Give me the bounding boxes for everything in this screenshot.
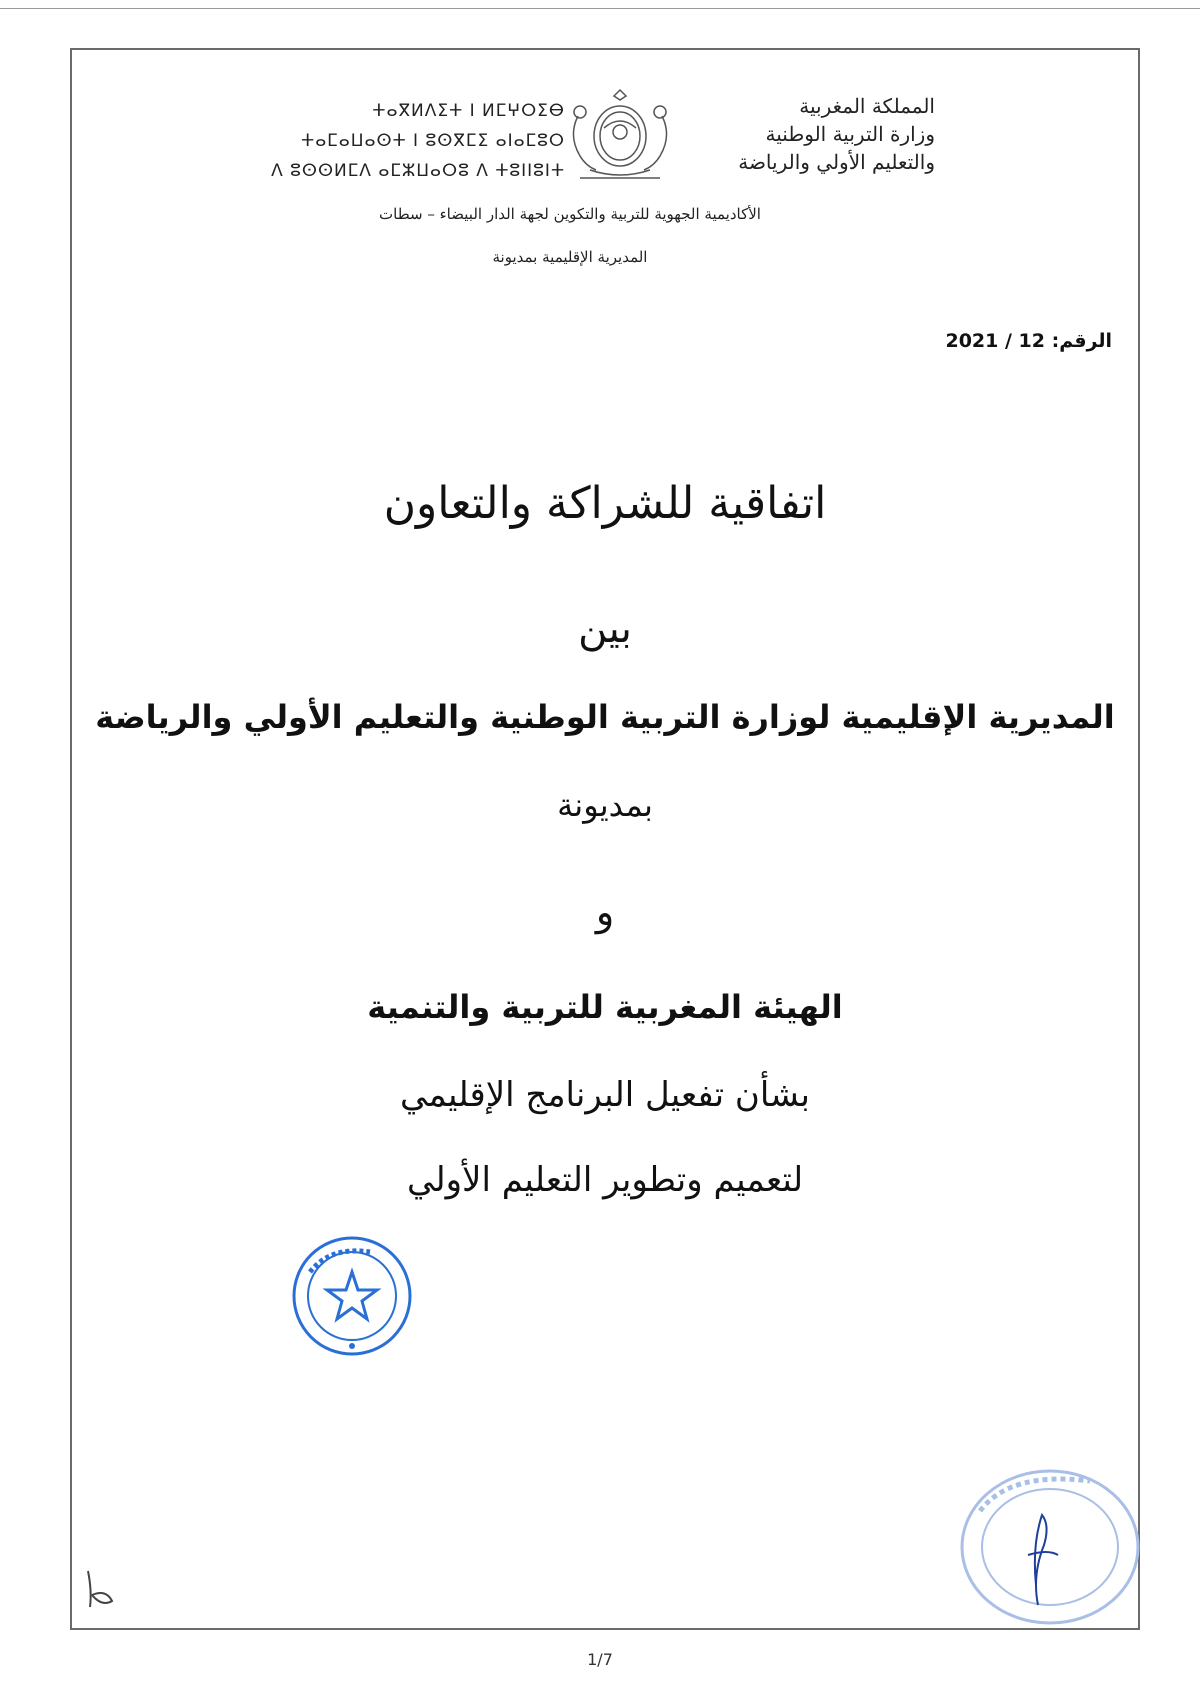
header-tifinagh — [235, 96, 565, 186]
subject-line-1: بشأن تفعيل البرنامج الإقليمي — [399, 1075, 811, 1115]
page-number: 1/7 — [587, 1650, 613, 1669]
scan-top-edge — [0, 8, 1200, 9]
header-arabic-line-1: المملكة المغربية — [799, 94, 935, 118]
and-word: و — [595, 890, 615, 934]
header-tifinagh-line-3: ⴷ ⵓⵙⵙⵍⵎⴷ ⴰⵎⵣⵡⴰⵔⵓ ⴷ ⵜⵓⵏⵏⵓⵏⵜ — [271, 161, 565, 181]
party-one-city: بمديونة — [557, 786, 653, 824]
party-one: المديرية الإقليمية لوزارة التربية الوطنية والتعليم الأولي والرياضة — [95, 698, 1115, 736]
header-arabic — [675, 92, 935, 176]
reference-number — [945, 330, 1112, 352]
subject-line-2: لتعميم وتطوير التعليم الأولي — [406, 1160, 804, 1200]
document-title: اتفاقية للشراكة والتعاون — [383, 478, 827, 529]
academy-name: الأكاديمية الجهوية للتربية والتكوين لجهة الدار البيضاء – سطات — [379, 205, 761, 223]
royal-emblem-icon — [560, 86, 680, 186]
party-two: الهيئة المغربية للتربية والتنمية — [367, 988, 843, 1026]
official-stamp-signature-icon — [950, 1465, 1145, 1630]
header-tifinagh-line-2: ⵜⴰⵎⴰⵡⴰⵙⵜ ⵏ ⵓⵙⴳⵎⵉ ⴰⵏⴰⵎⵓⵔ — [301, 131, 565, 151]
header-arabic-line-3: والتعليم الأولي والرياضة — [738, 150, 935, 174]
initials-mark-icon — [80, 1565, 120, 1613]
between-word: بين — [578, 606, 632, 652]
reference-label: الرقم: — [1051, 330, 1112, 352]
reference-value: 2021 / 12 — [945, 330, 1045, 352]
directorate-name: المديرية الإقليمية بمديونة — [492, 248, 648, 266]
header-tifinagh-line-1: ⵜⴰⴳⵍⴷⵉⵜ ⵏ ⵍⵎⵖⵔⵉⴱ — [372, 101, 565, 121]
organization-stamp-icon — [288, 1232, 416, 1360]
page-border — [70, 48, 1140, 1630]
header-arabic-line-2: وزارة التربية الوطنية — [765, 122, 935, 146]
